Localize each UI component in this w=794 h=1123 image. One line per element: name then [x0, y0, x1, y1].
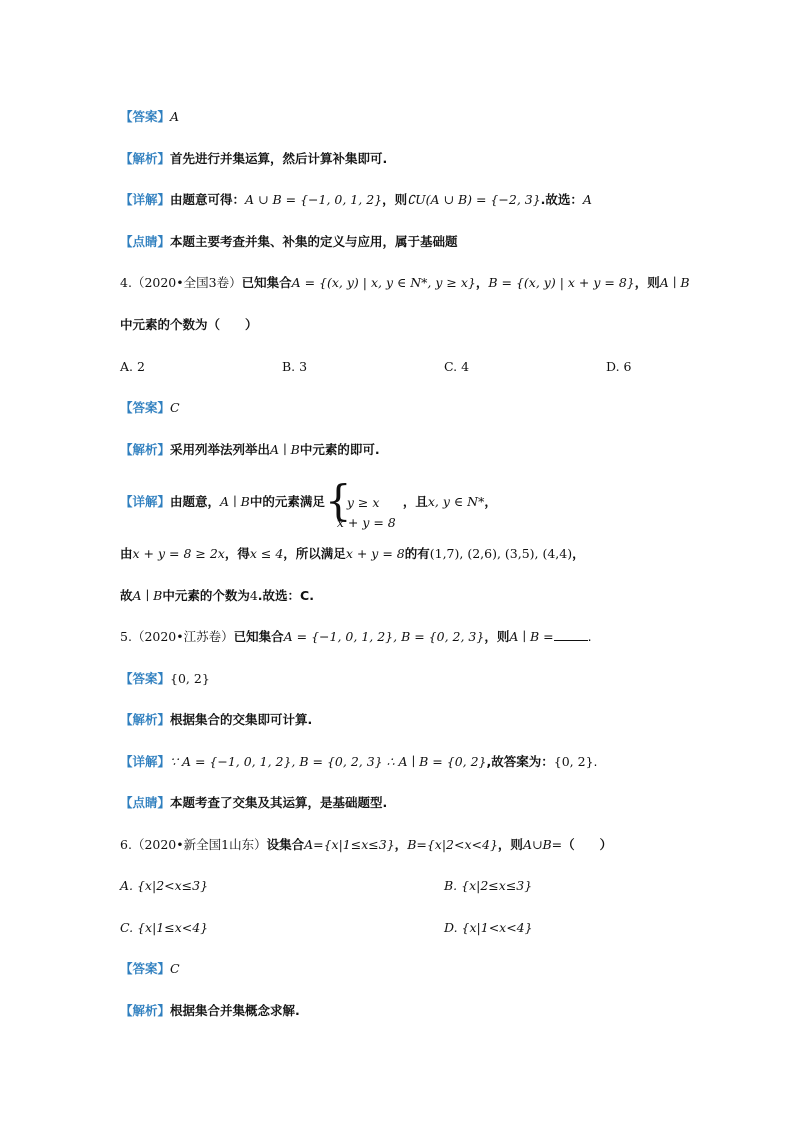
option-a: A. 2 [120, 359, 145, 374]
option-b: B. {x|2≤x≤3} [444, 878, 533, 893]
comment-line-3: 【点睛】本题主要考查并集、补集的定义与应用，属于基础题 [120, 234, 458, 249]
analysis-tag: 【解析】 [120, 442, 171, 457]
brace-symbol: { [324, 475, 352, 525]
option-d: D. 6 [606, 359, 632, 374]
comment-tag: 【点睛】 [120, 234, 171, 249]
question-5-stem: 5.（2020•江苏卷）已知集合A = {−1, 0, 1, 2}, B = {0, 2, 3}，则A ∣ B = . [120, 629, 592, 644]
equation-system: { y ≥ x x + y = 8 [324, 475, 396, 530]
comment-tag: 【点睛】 [120, 795, 171, 810]
answer-blank [554, 628, 588, 641]
analysis-line-6: 【解析】根据集合并集概念求解. [120, 1003, 300, 1018]
analysis-line-5: 【解析】根据集合的交集即可计算. [120, 712, 313, 727]
detail-line-4b: 由x + y = 8 ≥ 2x，得x ≤ 4，所以满足x + y = 8的有(1,7), (2,6), (3,5), (4,4)， [120, 546, 585, 561]
detail-line-4c: 故A ∣ B中元素的个数为4.故选：C. [120, 588, 314, 603]
analysis-tag: 【解析】 [120, 1003, 171, 1018]
question-4-stem: 4.（2020•全国3卷）已知集合A = {(x, y) | x, y ∈ N*, y ≥ x}，B = {(x, y) | x + y = 8}，则A ∣ B [120, 275, 690, 290]
detail-tag: 【详解】 [120, 192, 171, 207]
option-a: A. {x|2<x≤3} [120, 878, 209, 893]
detail-line-3: 【详解】由题意可得：A ∪ B = {−1, 0, 1, 2}，则∁U(A ∪ B) = {−2, 3}.故选：A [120, 192, 592, 207]
analysis-tag: 【解析】 [120, 151, 171, 166]
option-b: B. 3 [282, 359, 308, 374]
option-c: C. {x|1≤x<4} [120, 920, 209, 935]
question-4-stem-line2: 中元素的个数为（ ） [120, 317, 258, 332]
comment-line-5: 【点睛】本题考查了交集及其运算，是基础题型. [120, 795, 388, 810]
answer-line-6: 【答案】C [120, 961, 180, 976]
detail-line-5: 【详解】∵ A = {−1, 0, 1, 2}, B = {0, 2, 3} ∴ A ∣ B = {0, 2},故答案为：{0, 2}. [120, 754, 598, 769]
answer-tag: 【答案】 [120, 109, 171, 124]
option-d: D. {x|1<x<4} [444, 920, 533, 935]
question-6-stem: 6.（2020•新全国1山东）设集合A={x|1≤x≤3}，B={x|2<x<4}，则A∪B=（ ） [120, 837, 613, 852]
answer-line-4: 【答案】C [120, 400, 180, 415]
answer-line-3: 【答案】A [120, 109, 180, 124]
detail-tag: 【详解】 [120, 494, 171, 509]
analysis-line-4: 【解析】采用列举法列举出A ∣ B中元素的即可. [120, 442, 380, 457]
answer-tag: 【答案】 [120, 961, 171, 976]
answer-line-5: 【答案】{0, 2} [120, 671, 210, 686]
detail-tag: 【详解】 [120, 754, 171, 769]
detail-line-4: 【详解】由题意，A ∣ B中的元素满足 { y ≥ x x + y = 8 ，且x, y ∈ N*， [120, 475, 497, 530]
answer-tag: 【答案】 [120, 671, 171, 686]
analysis-tag: 【解析】 [120, 712, 171, 727]
option-c: C. 4 [444, 359, 470, 374]
answer-tag: 【答案】 [120, 400, 171, 415]
analysis-line-3: 【解析】首先进行并集运算，然后计算补集即可. [120, 151, 388, 166]
